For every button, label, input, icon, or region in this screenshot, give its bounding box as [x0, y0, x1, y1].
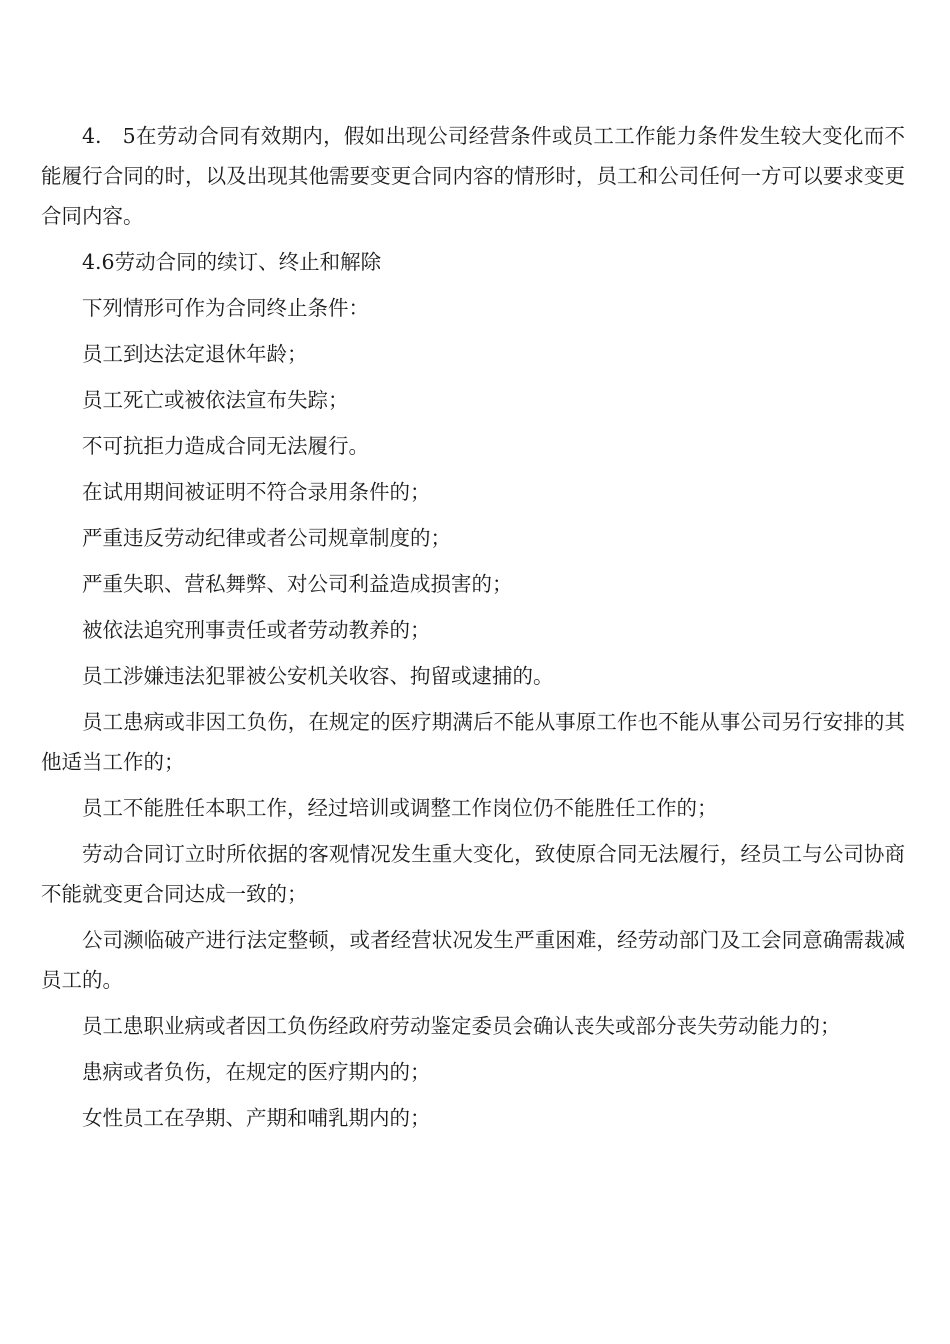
list-item: 员工不能胜任本职工作，经过培训或调整工作岗位仍不能胜任工作的；: [82, 796, 718, 820]
list-item: 员工患病或非因工负伤，在规定的医疗期满后不能从事原工作也不能从事公司另行安排的其他适当工作的；: [41, 710, 905, 774]
list-item: 不可抗拒力造成合同无法履行。: [82, 434, 369, 458]
list-item: 在试用期间被证明不符合录用条件的；: [82, 480, 431, 504]
paragraph-contract-change: 4. 5在劳动合同有效期内，假如出现公司经营条件或员工工作能力条件发生较大变化而不能履行合同的时，以及出现其他需要变更合同内容的情形时，员工和公司任何一方可以要求变更合同内容。: [41, 124, 905, 228]
list-item: 员工到达法定退休年龄；: [82, 342, 308, 366]
list-item: 严重失职、营私舞弊、对公司利益造成损害的；: [82, 572, 513, 596]
list-item: 严重违反劳动纪律或者公司规章制度的；: [82, 526, 451, 550]
list-item: 员工涉嫌违法犯罪被公安机关收容、拘留或逮捕的。: [82, 664, 554, 688]
document-body: [41, 116, 905, 1144]
list-item: 被依法追究刑事责任或者劳动教养的；: [82, 618, 431, 642]
list-item: 患病或者负伤，在规定的医疗期内的；: [82, 1060, 431, 1084]
list-item: 员工患职业病或者因工负伤经政府劳动鉴定委员会确认丧失或部分丧失劳动能力的；: [82, 1014, 841, 1038]
list-item: 员工死亡或被依法宣布失踪；: [82, 388, 349, 412]
paragraph-termination-conditions: 下列情形可作为合同终止条件：: [82, 296, 369, 320]
list-item: 劳动合同订立时所依据的客观情况发生重大变化，致使原合同无法履行，经员工与公司协商不能就变更合同达成一致的；: [41, 842, 905, 906]
section-heading-renewal-termination: 4.6劳动合同的续订、终止和解除: [82, 250, 382, 274]
list-item: 女性员工在孕期、产期和哺乳期内的；: [82, 1106, 431, 1130]
list-item: 公司濒临破产进行法定整顿，或者经营状况发生严重困难，经劳动部门及工会同意确需裁减员工的。: [41, 928, 905, 992]
